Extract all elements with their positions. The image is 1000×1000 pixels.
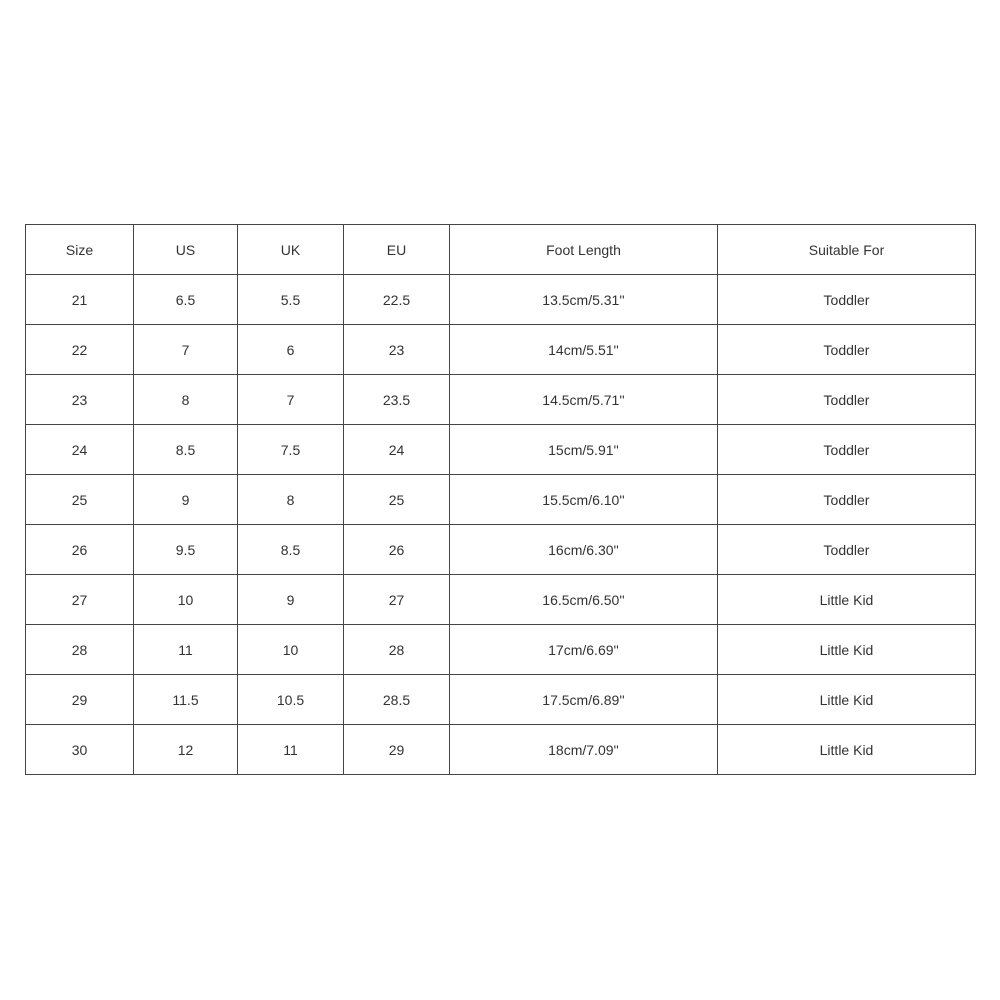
cell-suitable-for: Toddler [718, 425, 976, 475]
cell-uk: 8.5 [238, 525, 344, 575]
cell-suitable-for: Toddler [718, 325, 976, 375]
cell-uk: 5.5 [238, 275, 344, 325]
cell-eu: 29 [344, 725, 450, 775]
cell-size: 24 [26, 425, 134, 475]
header-foot-length: Foot Length [450, 225, 718, 275]
cell-uk: 10.5 [238, 675, 344, 725]
cell-eu: 23.5 [344, 375, 450, 425]
size-chart-table [25, 224, 976, 775]
cell-eu: 27 [344, 575, 450, 625]
cell-size: 28 [26, 625, 134, 675]
header-us: US [134, 225, 238, 275]
cell-us: 11 [134, 625, 238, 675]
cell-foot-length: 14.5cm/5.71'' [450, 375, 718, 425]
cell-size: 30 [26, 725, 134, 775]
cell-suitable-for: Toddler [718, 375, 976, 425]
table-row [26, 675, 976, 725]
cell-us: 10 [134, 575, 238, 625]
cell-eu: 22.5 [344, 275, 450, 325]
cell-size: 26 [26, 525, 134, 575]
cell-uk: 9 [238, 575, 344, 625]
cell-uk: 11 [238, 725, 344, 775]
cell-suitable-for: Little Kid [718, 625, 976, 675]
cell-foot-length: 16cm/6.30'' [450, 525, 718, 575]
cell-size: 25 [26, 475, 134, 525]
cell-us: 8 [134, 375, 238, 425]
cell-eu: 25 [344, 475, 450, 525]
cell-us: 7 [134, 325, 238, 375]
cell-suitable-for: Toddler [718, 275, 976, 325]
cell-foot-length: 17cm/6.69'' [450, 625, 718, 675]
table-row [26, 475, 976, 525]
cell-size: 29 [26, 675, 134, 725]
cell-foot-length: 15cm/5.91'' [450, 425, 718, 475]
header-uk: UK [238, 225, 344, 275]
cell-eu: 28.5 [344, 675, 450, 725]
cell-suitable-for: Little Kid [718, 725, 976, 775]
table-row [26, 575, 976, 625]
cell-us: 9 [134, 475, 238, 525]
cell-foot-length: 16.5cm/6.50'' [450, 575, 718, 625]
cell-foot-length: 18cm/7.09'' [450, 725, 718, 775]
cell-uk: 10 [238, 625, 344, 675]
cell-us: 8.5 [134, 425, 238, 475]
cell-size: 23 [26, 375, 134, 425]
cell-foot-length: 15.5cm/6.10'' [450, 475, 718, 525]
header-size: Size [26, 225, 134, 275]
table-row [26, 325, 976, 375]
cell-suitable-for: Little Kid [718, 675, 976, 725]
cell-foot-length: 17.5cm/6.89'' [450, 675, 718, 725]
table-row [26, 375, 976, 425]
table-row [26, 725, 976, 775]
header-row [26, 225, 976, 275]
cell-uk: 7 [238, 375, 344, 425]
cell-uk: 7.5 [238, 425, 344, 475]
cell-suitable-for: Toddler [718, 475, 976, 525]
cell-us: 12 [134, 725, 238, 775]
table-row [26, 275, 976, 325]
table-row [26, 625, 976, 675]
cell-eu: 24 [344, 425, 450, 475]
cell-size: 21 [26, 275, 134, 325]
cell-suitable-for: Little Kid [718, 575, 976, 625]
cell-size: 27 [26, 575, 134, 625]
cell-eu: 26 [344, 525, 450, 575]
header-suitable-for: Suitable For [718, 225, 976, 275]
cell-size: 22 [26, 325, 134, 375]
header-eu: EU [344, 225, 450, 275]
cell-eu: 23 [344, 325, 450, 375]
cell-us: 11.5 [134, 675, 238, 725]
table-row [26, 525, 976, 575]
cell-uk: 6 [238, 325, 344, 375]
cell-us: 6.5 [134, 275, 238, 325]
cell-foot-length: 14cm/5.51'' [450, 325, 718, 375]
cell-us: 9.5 [134, 525, 238, 575]
cell-eu: 28 [344, 625, 450, 675]
table-row [26, 425, 976, 475]
cell-foot-length: 13.5cm/5.31'' [450, 275, 718, 325]
cell-suitable-for: Toddler [718, 525, 976, 575]
cell-uk: 8 [238, 475, 344, 525]
